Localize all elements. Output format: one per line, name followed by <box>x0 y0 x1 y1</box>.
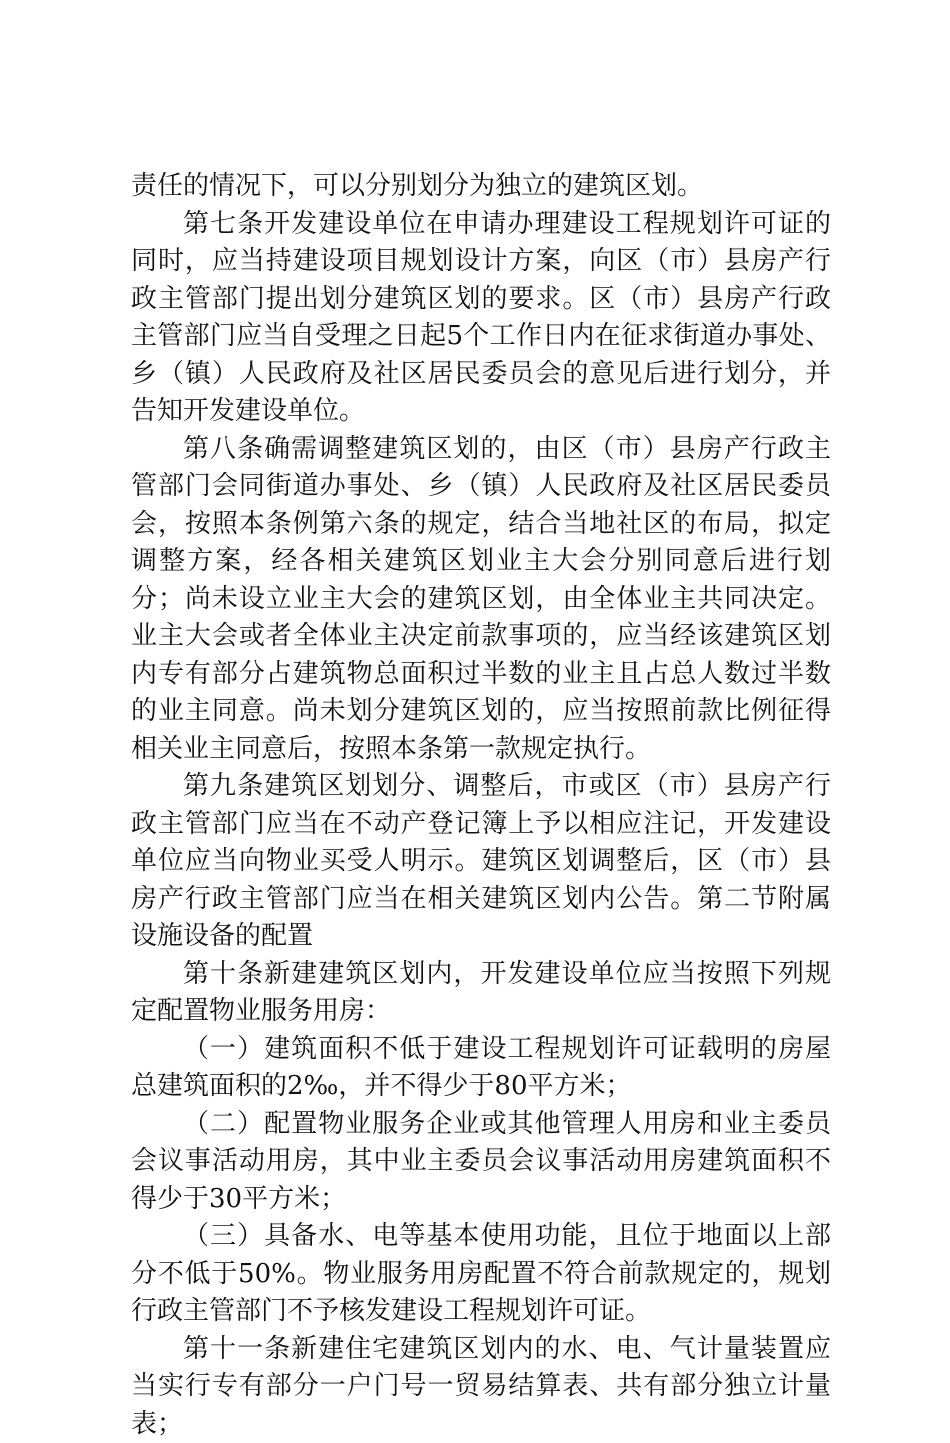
paragraph-article-10: 第十条新建建筑区划内，开发建设单位应当按照下列规定配置物业服务用房： <box>131 956 831 1031</box>
paragraph-article-9: 第九条建筑区划划分、调整后，市或区（市）县房产行政主管部门应当在不动产登记簿上予以相应注记，开发建设单位应当向物业买受人明示。建筑区划调整后，区（市）县房产行政主管部门应当在相关建筑区划内公告。第二节附属设施设备的配置 <box>131 768 831 956</box>
paragraph-article-7: 第七条开发建设单位在申请办理建设工程规划许可证的同时，应当持建设项目规划设计方案，向区（市）县房产行政主管部门提出划分建筑区划的要求。区（市）县房产行政主管部门应当自受理之日起5个工作日内在征求街道办事处、乡（镇）人民政府及社区居民委员会的意见后进行划分，并告知开发建设单位。 <box>131 206 831 431</box>
paragraph-item-2: （二）配置物业服务企业或其他管理人用房和业主委员会议事活动用房，其中业主委员会议事活动用房建筑面积不得少于30平方米； <box>131 1106 831 1219</box>
paragraph-item-3: （三）具备水、电等基本使用功能，且位于地面以上部分不低于50%。物业服务用房配置不符合前款规定的，规划行政主管部门不予核发建设工程规划许可证。 <box>131 1218 831 1331</box>
paragraph-item-1: （一）建筑面积不低于建设工程规划许可证载明的房屋总建筑面积的2‰，并不得少于80平方米； <box>131 1031 831 1106</box>
paragraph-continuation: 责任的情况下，可以分别划分为独立的建筑区划。 <box>131 168 831 206</box>
document-body <box>131 168 831 1443</box>
paragraph-article-11: 第十一条新建住宅建筑区划内的水、电、气计量装置应当实行专有部分一户门号一贸易结算表、共有部分独立计量表； <box>131 1331 831 1443</box>
paragraph-article-8: 第八条确需调整建筑区划的，由区（市）县房产行政主管部门会同街道办事处、乡（镇）人民政府及社区居民委员会，按照本条例第六条的规定，结合当地社区的布局，拟定调整方案，经各相关建筑区划业主大会分别同意后进行划分；尚未设立业主大会的建筑区划，由全体业主共同决定。业主大会或者全体业主决定前款事项的，应当经该建筑区划内专有部分占建筑物总面积过半数的业主且占总人数过半数的业主同意。尚未划分建筑区划的，应当按照前款比例征得相关业主同意后，按照本条第一款规定执行。 <box>131 431 831 769</box>
